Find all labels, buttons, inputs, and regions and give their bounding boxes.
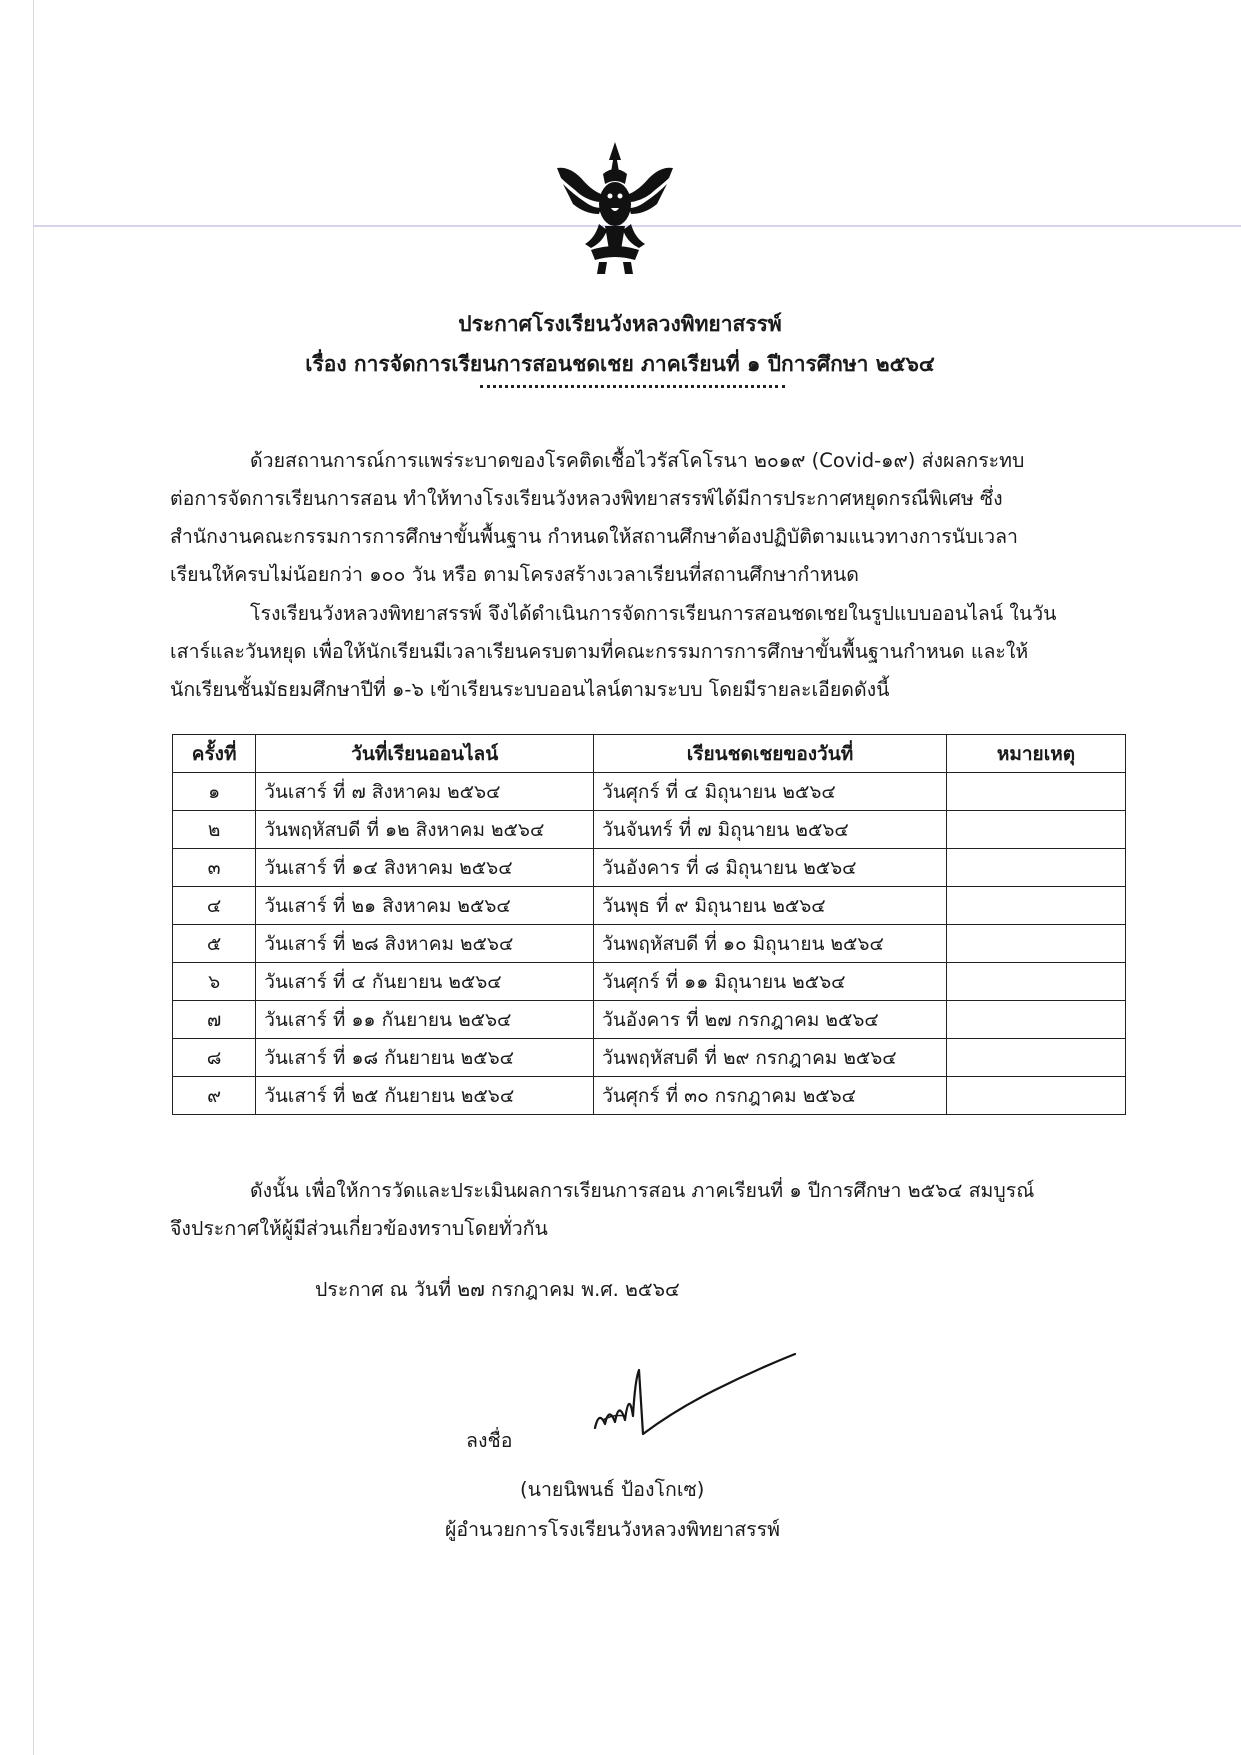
online-date: วันเสาร์ ที่ ๒๕ กันยายน ๒๕๖๔ <box>256 1077 594 1115</box>
makeup-date: วันศุกร์ ที่ ๑๑ มิถุนายน ๒๕๖๔ <box>594 963 947 1001</box>
online-date: วันเสาร์ ที่ ๑๘ กันยายน ๒๕๖๔ <box>256 1039 594 1077</box>
makeup-date: วันพฤหัสบดี ที่ ๒๙ กรกฎาคม ๒๕๖๔ <box>594 1039 947 1077</box>
makeup-date: วันพุธ ที่ ๙ มิถุนายน ๒๕๖๔ <box>594 887 947 925</box>
online-date: วันเสาร์ ที่ ๒๘ สิงหาคม ๒๕๖๔ <box>256 925 594 963</box>
table-row <box>173 887 1126 925</box>
remark-cell <box>946 1001 1125 1039</box>
online-date: วันพฤหัสบดี ที่ ๑๒ สิงหาคม ๒๕๖๔ <box>256 811 594 849</box>
table-row <box>173 925 1126 963</box>
round-number: ๔ <box>173 887 256 925</box>
round-number: ๒ <box>173 811 256 849</box>
round-number: ๑ <box>173 773 256 811</box>
table-row <box>173 1039 1126 1077</box>
table-row <box>173 963 1126 1001</box>
paragraph-line: ต่อการจัดการเรียนการสอน ทำให้ทางโรงเรียนวังหลวงพิทยาสรรพ์ได้มีการประกาศหยุดกรณีพิเศษ ซึ่ง <box>170 487 1003 510</box>
paragraph-line: เรียนให้ครบไม่น้อยกว่า ๑๐๐ วัน หรือ ตามโครงสร้างเวลาเรียนที่สถานศึกษากำหนด <box>170 563 859 586</box>
header-round: ครั้งที่ <box>173 735 256 773</box>
round-number: ๕ <box>173 925 256 963</box>
header-makeup-date: เรียนชดเชยของวันที่ <box>594 735 947 773</box>
round-number: ๓ <box>173 849 256 887</box>
remark-cell <box>946 1039 1125 1077</box>
signer-name: (นายนิพนธ์ ป้องโกเซ) <box>520 1478 705 1501</box>
makeup-date: วันศุกร์ ที่ ๔ มิถุนายน ๒๕๖๔ <box>594 773 947 811</box>
remark-cell <box>946 1077 1125 1115</box>
table-row <box>173 811 1126 849</box>
remark-cell <box>946 925 1125 963</box>
header-online-date: วันที่เรียนออนไลน์ <box>256 735 594 773</box>
paragraph-line: จึงประกาศให้ผู้มีส่วนเกี่ยวข้องทราบโดยทั่วกัน <box>170 1217 548 1240</box>
makeup-date: วันอังคาร ที่ ๒๗ กรกฎาคม ๒๕๖๔ <box>594 1001 947 1039</box>
remark-cell <box>946 773 1125 811</box>
round-number: ๘ <box>173 1039 256 1077</box>
paragraph-line: สำนักงานคณะกรรมการการศึกษาขั้นพื้นฐาน กำหนดให้สถานศึกษาต้องปฏิบัติตามแนวทางการนับเวลา <box>170 525 1018 548</box>
paragraph-line: ด้วยสถานการณ์การแพร่ระบาดของโรคติดเชื้อไวรัสโคโรนา ๒๐๑๙ (Covid-๑๙) ส่งผลกระทบ <box>250 449 1025 472</box>
handwritten-signature <box>585 1350 805 1450</box>
signer-position: ผู้อำนวยการโรงเรียนวังหลวงพิทยาสรรพ์ <box>445 1518 780 1541</box>
table-row <box>173 773 1126 811</box>
round-number: ๙ <box>173 1077 256 1115</box>
remark-cell <box>946 849 1125 887</box>
sign-label: ลงชื่อ <box>466 1429 513 1452</box>
makeup-date: วันจันทร์ ที่ ๗ มิถุนายน ๒๕๖๔ <box>594 811 947 849</box>
online-date: วันเสาร์ ที่ ๑๑ กันยายน ๒๕๖๔ <box>256 1001 594 1039</box>
announcement-subject: เรื่อง การจัดการเรียนการสอนชดเชย ภาคเรียนที่ ๑ ปีการศึกษา ๒๕๖๔ <box>305 352 935 376</box>
remark-cell <box>946 963 1125 1001</box>
table-row <box>173 849 1126 887</box>
title-dotted-divider <box>480 385 785 394</box>
makeup-date: วันพฤหัสบดี ที่ ๑๐ มิถุนายน ๒๕๖๔ <box>594 925 947 963</box>
announcement-title: ประกาศโรงเรียนวังหลวงพิทยาสรรพ์ <box>458 312 782 336</box>
paragraph-line: เสาร์และวันหยุด เพื่อให้นักเรียนมีเวลาเรียนครบตามที่คณะกรรมการการศึกษาขั้นพื้นฐานกำหนด และให้ <box>170 640 1029 663</box>
garuda-emblem-icon <box>555 138 675 278</box>
paragraph-1 <box>170 442 1090 594</box>
round-number: ๗ <box>173 1001 256 1039</box>
remark-cell <box>946 811 1125 849</box>
online-date: วันเสาร์ ที่ ๒๑ สิงหาคม ๒๕๖๔ <box>256 887 594 925</box>
paragraph-3 <box>170 1172 1090 1248</box>
table-row <box>173 1077 1126 1115</box>
makeup-date: วันอังคาร ที่ ๘ มิถุนายน ๒๕๖๔ <box>594 849 947 887</box>
round-number: ๖ <box>173 963 256 1001</box>
header-remark: หมายเหตุ <box>946 735 1125 773</box>
makeup-date: วันศุกร์ ที่ ๓๐ กรกฎาคม ๒๕๖๔ <box>594 1077 947 1115</box>
paragraph-line: นักเรียนชั้นมัธยมศึกษาปีที่ ๑-๖ เข้าเรียนระบบออนไลน์ตามระบบ โดยมีรายละเอียดดังนี้ <box>170 678 890 701</box>
online-date: วันเสาร์ ที่ ๗ สิงหาคม ๒๕๖๔ <box>256 773 594 811</box>
page-edge-line <box>33 0 34 1755</box>
table-row <box>173 1001 1126 1039</box>
schedule-table <box>172 734 1126 1115</box>
paragraph-line: โรงเรียนวังหลวงพิทยาสรรพ์ จึงได้ดำเนินการจัดการเรียนการสอนชดเชยในรูปแบบออนไลน์ ในวัน <box>250 602 1057 625</box>
table-header-row <box>173 735 1126 773</box>
paragraph-line: ดังนั้น เพื่อให้การวัดและประเมินผลการเรียนการสอน ภาคเรียนที่ ๑ ปีการศึกษา ๒๕๖๔ สมบูรณ์ <box>250 1179 1035 1202</box>
announcement-date: ประกาศ ณ วันที่ ๒๗ กรกฎาคม พ.ศ. ๒๕๖๔ <box>315 1278 680 1301</box>
online-date: วันเสาร์ ที่ ๔ กันยายน ๒๕๖๔ <box>256 963 594 1001</box>
remark-cell <box>946 887 1125 925</box>
online-date: วันเสาร์ ที่ ๑๔ สิงหาคม ๒๕๖๔ <box>256 849 594 887</box>
paragraph-2 <box>170 595 1090 709</box>
